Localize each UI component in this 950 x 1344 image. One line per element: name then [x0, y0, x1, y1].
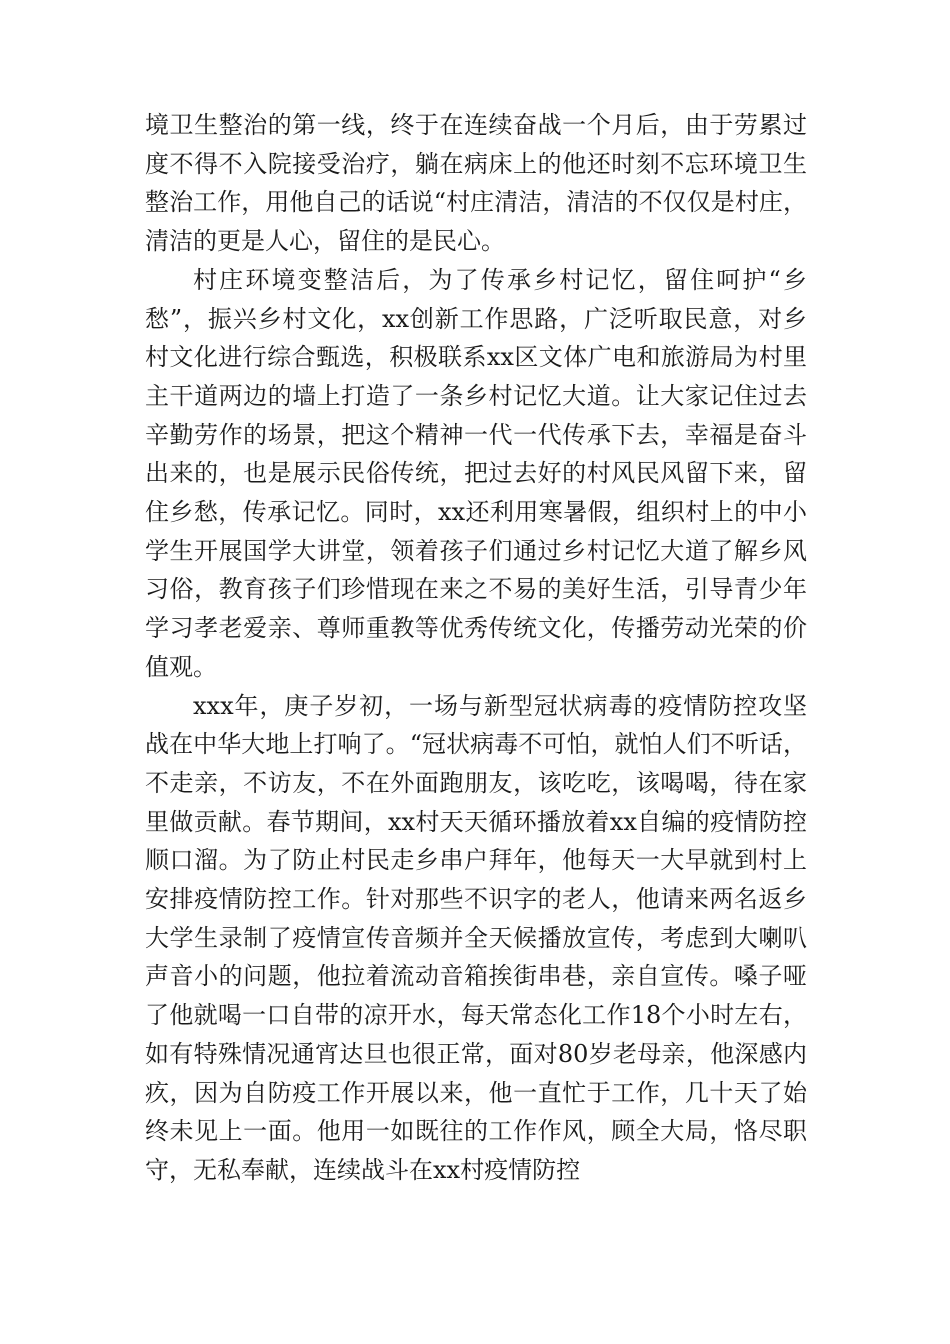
paragraph-2: 村庄环境变整洁后，为了传承乡村记忆，留住呵护“乡愁”，振兴乡村文化，xx创新工作思路，广泛听取民意，对乡村文化进行综合甄选，积极联系xx区文体广电和旅游局为村里主干道两边的墙上打造了一条乡村记忆大道。让大家记住过去辛勤劳作的场景，把这个精神一代一代传承下去，幸福是奋斗出来的，也是展示民俗传统，把过去好的村风民风留下来，留住乡愁，传承记忆。同时，xx还利用寒暑假，组织村上的中小学生开展国学大讲堂，领着孩子们通过乡村记忆大道了解乡风习俗，教育孩子们珍惜现在来之不易的美好生活，引导青少年学习孝老爱亲、尊师重教等优秀传统文化，传播劳动光荣的价值观。 [145, 265, 807, 681]
paragraph-3: xxx年，庚子岁初，一场与新型冠状病毒的疫情防控攻坚战在中华大地上打响了。“冠状病毒不可怕，就怕人们不听话，不走亲，不访友，不在外面跑朋友，该吃吃，该喝喝，待在家里做贡献。春节期间，xx村天天循环播放着xx自编的疫情防控顺口溜。为了防止村民走乡串户拜年，他每天一大早就到村上安排疫情防控工作。针对那些不识字的老人，他请来两名返乡大学生录制了疫情宣传音频并全天候播放宣传，考虑到大喇叭声音小的问题，他拉着流动音箱挨街串巷，亲自宣传。嗓子哑了他就喝一口自带的凉开水，每天常态化工作18个小时左右，如有特殊情况通宵达旦也很正常，面对80岁老母亲，他深感内疚，因为自防疫工作开展以来，他一直忙于工作，几十天了始终未见上一面。他用一如既往的工作作风，顾全大局，恪尽职守，无私奉献，连续战斗在xx村疫情防控 [145, 691, 807, 1184]
document-body [145, 106, 807, 1190]
paragraph-1: 境卫生整治的第一线，终于在连续奋战一个月后，由于劳累过度不得不入院接受治疗，躺在病床上的他还时刻不忘环境卫生整治工作，用他自己的话说“村庄清洁，清洁的不仅仅是村庄，清洁的更是人心，留住的是民心。 [145, 111, 807, 256]
